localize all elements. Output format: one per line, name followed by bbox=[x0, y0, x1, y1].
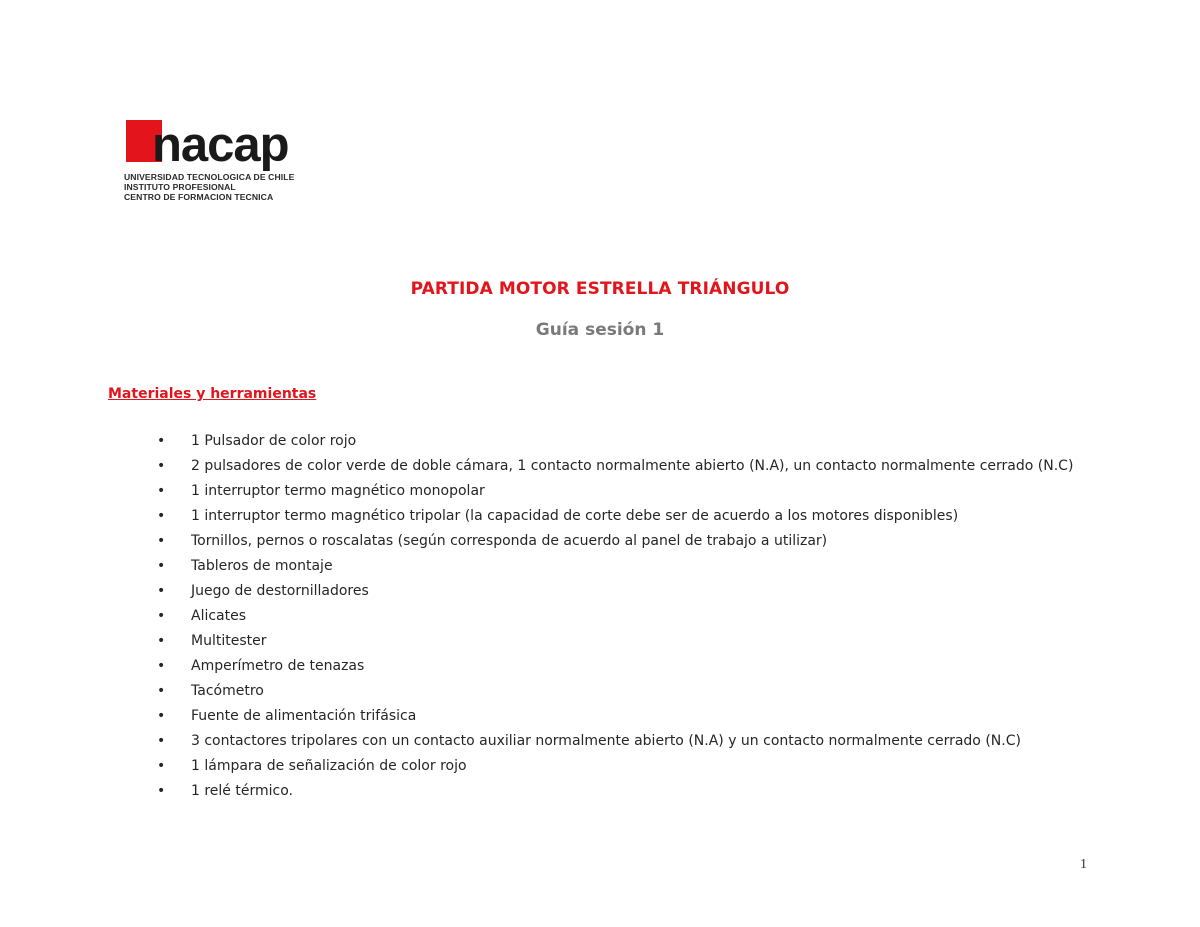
logo-subtitle bbox=[124, 172, 324, 202]
list-item-text: Tornillos, pernos o roscalatas (según corresponda de acuerdo al panel de trabajo a utilizar) bbox=[191, 533, 828, 549]
document-title: PARTIDA MOTOR ESTRELLA TRIÁNGULO bbox=[410, 279, 790, 299]
materials-list bbox=[150, 432, 1100, 807]
list-item bbox=[150, 557, 1100, 576]
list-item bbox=[150, 707, 1100, 726]
document-subtitle: Guía sesión 1 bbox=[535, 320, 665, 340]
list-item bbox=[150, 607, 1100, 626]
bullet-icon: • bbox=[157, 433, 166, 449]
list-item-text: Alicates bbox=[191, 608, 247, 624]
list-item bbox=[150, 507, 1100, 526]
list-item bbox=[150, 657, 1100, 676]
logo-line-3: CENTRO DE FORMACION TECNICA bbox=[124, 192, 274, 202]
list-item-text: Tableros de montaje bbox=[191, 558, 333, 574]
list-item-text: 1 lámpara de señalización de color rojo bbox=[191, 758, 467, 774]
list-item bbox=[150, 457, 1100, 476]
list-item-text: Tacómetro bbox=[191, 683, 264, 699]
list-item-text: 1 interruptor termo magnético monopolar bbox=[191, 483, 485, 499]
list-item bbox=[150, 682, 1100, 701]
list-item bbox=[150, 432, 1100, 451]
list-item bbox=[150, 782, 1100, 801]
inacap-logo bbox=[124, 116, 324, 206]
list-item-text: 1 Pulsador de color rojo bbox=[191, 433, 357, 449]
bullet-icon: • bbox=[157, 683, 166, 699]
bullet-icon: • bbox=[157, 633, 166, 649]
page-number: 1 bbox=[1080, 857, 1087, 872]
bullet-icon: • bbox=[157, 733, 166, 749]
bullet-icon: • bbox=[157, 558, 166, 574]
bullet-icon: • bbox=[157, 758, 166, 774]
bullet-icon: • bbox=[157, 658, 166, 674]
list-item-text: 3 contactores tripolares con un contacto auxiliar normalmente abierto (N.A) y un contacto normalmente cerrado (N.C) bbox=[191, 733, 1021, 749]
bullet-icon: • bbox=[157, 783, 166, 799]
list-item bbox=[150, 532, 1100, 551]
bullet-icon: • bbox=[157, 508, 166, 524]
list-item-text: Juego de destornilladores bbox=[191, 583, 369, 599]
logo-line-2: INSTITUTO PROFESIONAL bbox=[124, 182, 236, 192]
bullet-icon: • bbox=[157, 583, 166, 599]
bullet-icon: • bbox=[157, 608, 166, 624]
list-item-text: Multitester bbox=[191, 633, 267, 649]
list-item bbox=[150, 482, 1100, 501]
bullet-icon: • bbox=[157, 483, 166, 499]
logo-mark bbox=[124, 116, 324, 172]
bullet-icon: • bbox=[157, 708, 166, 724]
bullet-icon: • bbox=[157, 458, 166, 474]
list-item bbox=[150, 632, 1100, 651]
list-item-text: 1 interruptor termo magnético tripolar (la capacidad de corte debe ser de acuerdo a los motores disponibles) bbox=[191, 508, 959, 524]
bullet-icon: • bbox=[157, 533, 166, 549]
logo-wordmark: nacap bbox=[152, 118, 289, 172]
list-item-text: 2 pulsadores de color verde de doble cámara, 1 contacto normalmente abierto (N.A), un contacto normalmente cerrado (N.C) bbox=[191, 458, 1074, 474]
list-item bbox=[150, 732, 1100, 751]
section-heading-materials: Materiales y herramientas bbox=[108, 386, 317, 402]
list-item-text: Amperímetro de tenazas bbox=[191, 658, 365, 674]
list-item bbox=[150, 757, 1100, 776]
logo-line-1: UNIVERSIDAD TECNOLOGICA DE CHILE bbox=[124, 172, 295, 182]
list-item-text: 1 relé térmico. bbox=[191, 783, 293, 799]
list-item bbox=[150, 582, 1100, 601]
list-item-text: Fuente de alimentación trifásica bbox=[191, 708, 417, 724]
